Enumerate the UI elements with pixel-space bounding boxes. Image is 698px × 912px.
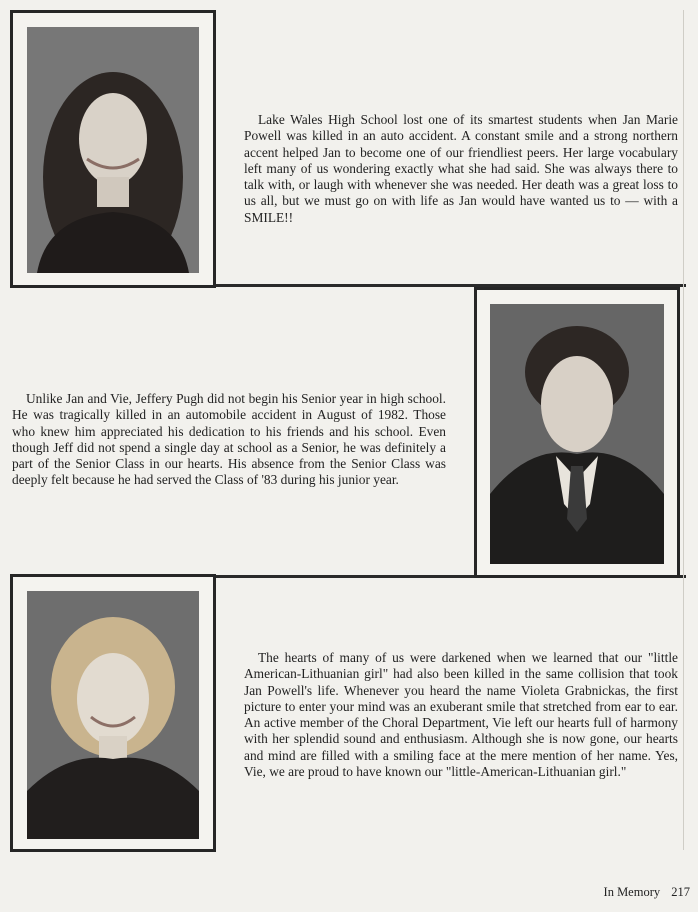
divider-right-edge	[683, 10, 684, 850]
memorial-photo-frame-1	[10, 10, 216, 288]
portrait-photo-jeffery-pugh	[490, 304, 664, 564]
portrait-photo-jan-powell	[27, 27, 199, 273]
page-number: 217	[671, 885, 690, 899]
memorial-text-3	[244, 650, 678, 780]
section-label: In Memory	[603, 885, 661, 899]
page-footer	[604, 885, 690, 900]
portrait-photo-violeta-grabnickas	[27, 591, 199, 839]
memorial-photo-frame-3	[10, 574, 216, 852]
memorial-paragraph-3: The hearts of many of us were darkened when we learned that our "little American-Lithuanian girl" had also been killed in the same collision that took Jan Powell's life. Whenever you heard the name Violeta Grabnickas, the first picture to enter your mind was an exuberant smile that stretched from ear to ear. An active member of the Choral Department, Vie left our hearts full of harmony with her splendid sound and enthusiasm. Although she is now gone, our hearts and mind are filled with a smiling face at the mere mention of her name. Yes, Vie, we are proud to have known our "little-American-Lithuanian girl."	[244, 650, 678, 780]
memorial-text-1	[244, 112, 678, 226]
memorial-paragraph-1: Lake Wales High School lost one of its smartest students when Jan Marie Powell was killed in an auto accident. A constant smile and a strong northern accent helped Jan to become one of our friendliest peers. Her large vocabulary left many of us wondering exactly what she had said. She was always there to talk with, or laugh with whenever she was needed. Her death was a great loss to us all, but we must go on with life as Jan would have wanted us to — with a SMILE!!	[244, 112, 678, 225]
memorial-paragraph-2: Unlike Jan and Vie, Jeffery Pugh did not begin his Senior year in high school. He was tragically killed in an automobile accident in August of 1982. Those who knew him appreciated his dedication to his friends and his school. Even though Jeff did not spend a single day at school as a Senior, he was definitely a part of the Senior Class in our hearts. His absence from the Senior Class was deeply felt because he had served the Class of '83 during his junior year.	[12, 391, 446, 488]
memorial-photo-frame-2	[474, 287, 680, 578]
memorial-text-2	[12, 391, 446, 489]
